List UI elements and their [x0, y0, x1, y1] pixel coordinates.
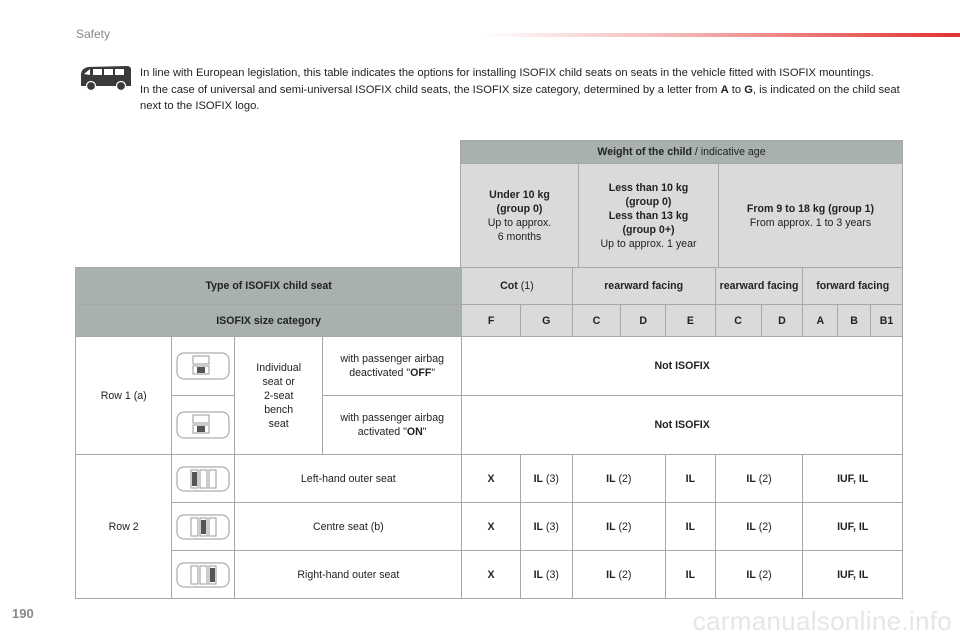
size-label: ISOFIX size category: [76, 305, 462, 337]
airbag-on: with passenger airbag activated "ON": [323, 396, 462, 455]
type-rearward-2: rearward facing: [715, 268, 803, 305]
weight-header-table: [460, 140, 903, 268]
cell: IL: [666, 551, 716, 599]
size-cell: F: [462, 305, 521, 337]
page-number: 190: [12, 606, 34, 621]
row2-label: Row 2: [76, 455, 172, 599]
weight-header: Weight of the child / indicative age: [461, 141, 903, 164]
cell: X: [462, 503, 521, 551]
header-rule: [480, 33, 960, 37]
isofix-table: [75, 267, 903, 599]
cell: IUF, IL: [803, 455, 903, 503]
airbag-off: with passenger airbag deactivated "OFF": [323, 337, 462, 396]
rear-seat-icon: [175, 512, 231, 542]
rear-seat-icon: [175, 464, 231, 494]
type-label: Type of ISOFIX child seat: [76, 268, 462, 305]
group-less-10-13kg: Less than 10 kg (group 0) Less than 13 kg (group 0+) Up to approx. 1 year: [579, 164, 719, 268]
cell: IL: [666, 455, 716, 503]
row1-label: Row 1 (a): [76, 337, 172, 455]
seat-name: Right-hand outer seat: [235, 551, 462, 599]
cell: IL (2): [572, 455, 665, 503]
rear-seat-icon: [175, 560, 231, 590]
size-cell: A: [803, 305, 838, 337]
front-seat-icon: [175, 408, 231, 442]
cell: IL (2): [715, 551, 803, 599]
size-cell: D: [621, 305, 666, 337]
intro-line-1: In line with European legislation, this table indicates the options for installing ISOFIX child seats on seats in the vehicle fitted with ISOFIX mountings.: [140, 67, 874, 79]
seat-diagram: [172, 337, 235, 396]
group-under-10kg: Under 10 kg (group 0) Up to approx. 6 months: [461, 164, 579, 268]
section-title: Safety: [76, 27, 111, 41]
size-cell: E: [666, 305, 716, 337]
cell: X: [462, 455, 521, 503]
cell: IL (2): [715, 455, 803, 503]
seat-diagram: [172, 455, 235, 503]
cell: IUF, IL: [803, 503, 903, 551]
van-icon: [79, 64, 133, 92]
size-cell: C: [572, 305, 621, 337]
seat-name: Left-hand outer seat: [235, 455, 462, 503]
not-isofix: Not ISOFIX: [462, 337, 903, 396]
size-cell: D: [761, 305, 803, 337]
cell: IL (3): [520, 455, 572, 503]
row1-seat-desc: Individual seat or 2-seat bench seat: [235, 337, 323, 455]
type-forward: forward facing: [803, 268, 903, 305]
size-cell: B: [838, 305, 871, 337]
intro-line-2: In the case of universal and semi-universal ISOFIX child seats, the ISOFIX size category, determined by a letter from A to G, is indicated on the child seat next to the ISOFIX logo.: [140, 83, 900, 112]
seat-diagram: [172, 551, 235, 599]
cell: IL: [666, 503, 716, 551]
intro-text: [140, 65, 910, 115]
cell: IUF, IL: [803, 551, 903, 599]
cell: X: [462, 551, 521, 599]
size-cell: C: [715, 305, 761, 337]
type-cot: Cot (1): [462, 268, 572, 305]
size-cell: G: [520, 305, 572, 337]
watermark: carmanualsonline.info: [692, 606, 952, 636]
size-cell: B1: [871, 305, 903, 337]
seat-diagram: [172, 503, 235, 551]
type-rearward-1: rearward facing: [572, 268, 715, 305]
cell: IL (2): [572, 551, 665, 599]
cell: IL (3): [520, 503, 572, 551]
seat-name: Centre seat (b): [235, 503, 462, 551]
cell: IL (3): [520, 551, 572, 599]
front-seat-icon: [175, 349, 231, 383]
not-isofix: Not ISOFIX: [462, 396, 903, 455]
cell: IL (2): [715, 503, 803, 551]
seat-diagram: [172, 396, 235, 455]
cell: IL (2): [572, 503, 665, 551]
group-9-18kg: From 9 to 18 kg (group 1) From approx. 1 to 3 years: [719, 164, 903, 268]
